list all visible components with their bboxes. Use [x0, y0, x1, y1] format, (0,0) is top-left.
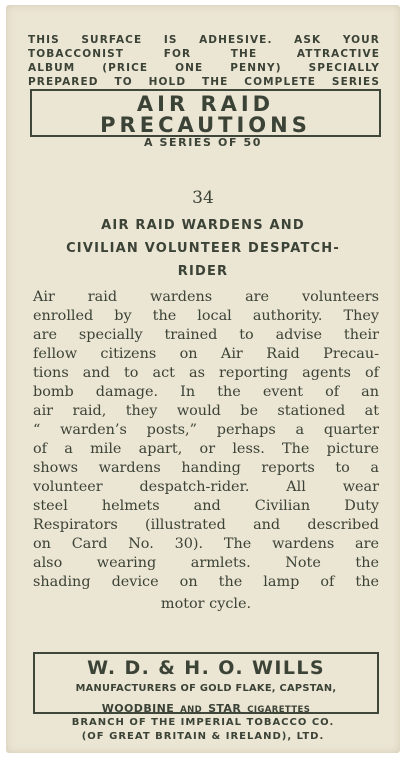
brand-star: STAR: [208, 702, 242, 715]
body-line-14: on Card No. 30). The wardens are: [33, 536, 379, 552]
body-line-17: motor cycle.: [160, 596, 252, 612]
adhesive-notice-line-3: ALBUM (PRICE ONE PENNY) SPECIALLY: [28, 62, 380, 74]
body-line-9: of a mile apart, or less. The picture: [33, 441, 379, 457]
series-title-line-1: AIR RAID: [136, 92, 275, 116]
body-line-1: Air raid wardens are volunteers: [33, 289, 379, 305]
body-line-4: fellow citizens on Air Raid Precau-: [33, 346, 379, 362]
card-heading-line-1: AIR RAID WARDENS AND: [101, 218, 305, 233]
body-line-12: steel helmets and Civilian Duty: [33, 498, 379, 514]
brand-connector: AND: [180, 705, 203, 715]
manufacturer-brands-line-1: MANUFACTURERS OF GOLD FLAKE, CAPSTAN,: [75, 683, 337, 694]
body-line-6: bomb damage. In the event of an: [33, 384, 379, 400]
body-line-10: shows wardens handing reports to a: [33, 460, 379, 476]
adhesive-notice-line-2: TOBACCONIST FOR THE ATTRACTIVE: [28, 48, 380, 60]
brand-cigarettes: CIGARETTES: [247, 705, 311, 715]
adhesive-notice-line-4: PREPARED TO HOLD THE COMPLETE SERIES: [28, 76, 380, 88]
brand-woodbine: WOODBINE: [101, 702, 175, 715]
manufacturer-name: W. D. & H. O. WILLS: [87, 657, 325, 679]
card-heading-line-2: CIVILIAN VOLUNTEER DESPATCH-: [66, 241, 340, 256]
body-line-11: volunteer despatch-rider. All wear: [33, 479, 379, 495]
series-title-line-2: PRECAUTIONS: [100, 113, 311, 137]
body-line-16: shading device on the lamp of the: [33, 574, 379, 590]
series-count: A SERIES OF 50: [143, 136, 262, 149]
adhesive-notice-line-1: THIS SURFACE IS ADHESIVE. ASK YOUR: [28, 34, 380, 46]
card-number: 34: [192, 188, 214, 208]
body-line-7: air raid, they would be stationed at: [33, 403, 379, 419]
body-line-8: “ warden’s posts,” perhaps a quarter: [33, 422, 379, 438]
branch-line-2: (OF GREAT BRITAIN & IRELAND), LTD.: [81, 731, 325, 742]
manufacturer-brands-line-2: [35, 697, 377, 716]
card-heading-line-3: RIDER: [177, 264, 229, 279]
series-title-box: [30, 89, 381, 137]
body-line-5: tions and to act as reporting agents of: [33, 365, 379, 381]
body-line-15: also wearing armlets. Note the: [33, 555, 379, 571]
body-line-13: Respirators (illustrated and described: [33, 517, 379, 533]
manufacturer-box: [33, 652, 379, 714]
body-line-3: are specially trained to advise their: [33, 327, 379, 343]
cigarette-card-back: [6, 5, 400, 753]
branch-line-1: BRANCH OF THE IMPERIAL TOBACCO CO.: [71, 717, 335, 728]
body-line-2: enrolled by the local authority. They: [33, 308, 379, 324]
